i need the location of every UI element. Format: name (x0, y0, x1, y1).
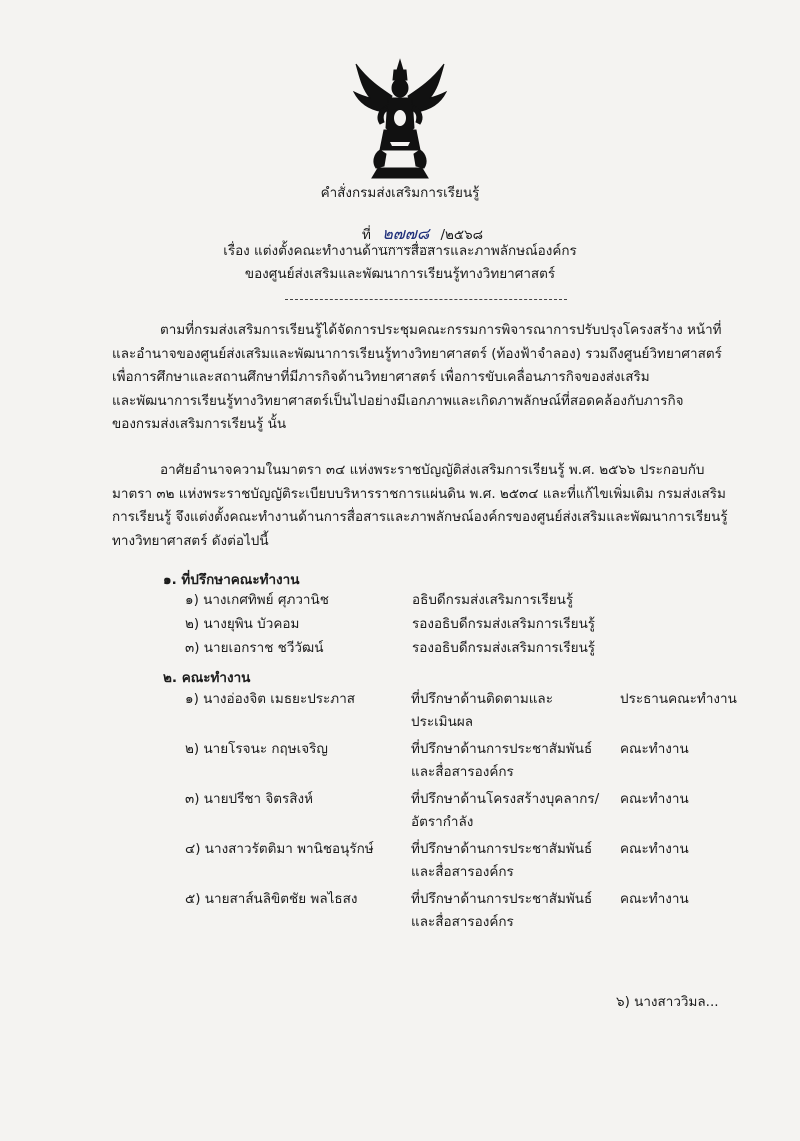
member-name: ๒) นายโรจนะ กฤษเจริญ (185, 741, 328, 757)
paragraph-line: มาตรา ๓๒ แห่งพระราชบัญญัติระเบียบบริหารราชการแผ่นดิน พ.ศ. ๒๕๓๔ และที่แก้ไขเพิ่มเติม กรมส่งเสริม (112, 485, 726, 502)
member-role: ประธานคณะทำงาน (620, 691, 737, 707)
member-position: อธิบดีกรมส่งเสริมการเรียนรู้ (412, 592, 574, 608)
paragraph-line: และอำนาจของศูนย์ส่งเสริมและพัฒนาการเรียนรู้ทางวิทยาศาสตร์ (ท้องฟ้าจำลอง) รวมถึงศูนย์วิทยาศาสตร์ (112, 345, 722, 362)
member-name: ๓) นายเอกราช ชวีวัฒน์ (185, 640, 324, 656)
member-role: คณะทำงาน (620, 891, 689, 907)
paragraph-line: ของกรมส่งเสริมการเรียนรู้ นั้น (112, 416, 287, 432)
member-position: ที่ปรึกษาด้านการประชาสัมพันธ์ และสื่อสารองค์กร (411, 891, 593, 930)
member-position: ที่ปรึกษาด้านการประชาสัมพันธ์ และสื่อสารองค์กร (411, 741, 593, 780)
member-name: ๑) นางอ่องจิต เมธยะประภาส (185, 691, 356, 707)
member-name: ๔) นางสาวรัตติมา พานิชอนุรักษ์ (185, 841, 374, 857)
subject-line-2: ของศูนย์ส่งเสริมและพัฒนาการเรียนรู้ทางวิทยาศาสตร์ (244, 266, 556, 282)
member-role: คณะทำงาน (620, 841, 689, 857)
preamble-paragraph-2 (112, 459, 748, 553)
member-position: ที่ปรึกษาด้านโครงสร้างบุคลากร/ อัตรากำลัง (411, 791, 600, 830)
order-year: /๒๕๖๘ (440, 227, 484, 243)
header-divider (285, 299, 567, 300)
member-name: ๒) นางยุพิน บัวคอม (185, 616, 300, 632)
preamble-paragraph-1 (112, 319, 748, 437)
section-1-title: ๑. ที่ปรึกษาคณะทำงาน (163, 572, 300, 588)
member-position: ที่ปรึกษาด้านติดตามและ ประเมินผล (411, 691, 553, 730)
order-prefix: ที่ (362, 227, 371, 243)
member-name: ๕) นายสาส์นลิขิตชัย พลไธสง (185, 891, 358, 907)
member-name: ๑) นางเกศทิพย์ ศุภวานิช (185, 592, 329, 608)
continuation-note: ๖) นางสาววิมล... (616, 994, 719, 1010)
paragraph-line: ทางวิทยาศาสตร์ ดังต่อไปนี้ (112, 532, 269, 549)
section-2-title: ๒. คณะทำงาน (163, 670, 251, 686)
paragraph-line: การเรียนรู้ จึงแต่งตั้งคณะทำงานด้านการสื่อสารและภาพลักษณ์องค์กรของศูนย์ส่งเสริมและพัฒนาการเรียนรู้ (112, 509, 728, 525)
member-role: คณะทำงาน (620, 741, 689, 757)
subject-line-1: เรื่อง แต่งตั้งคณะทำงานด้านการสื่อสารและภาพลักษณ์องค์กร (223, 243, 577, 259)
garuda-emblem-icon (350, 58, 450, 183)
paragraph-line: ตามที่กรมส่งเสริมการเรียนรู้ได้จัดการประชุมคณะกรรมการพิจารณาการปรับปรุงโครงสร้าง หน้าที่ (160, 322, 722, 338)
member-position: รองอธิบดีกรมส่งเสริมการเรียนรู้ (412, 616, 596, 632)
paragraph-line: อาศัยอำนาจความในมาตรา ๓๔ แห่งพระราชบัญญัติส่งเสริมการเรียนรู้ พ.ศ. ๒๕๖๖ ประกอบกับ (160, 462, 705, 478)
order-number: ๒๗๗๘ (378, 222, 433, 248)
member-name: ๓) นายปรีชา จิตรสิงห์ (185, 791, 314, 807)
member-role: คณะทำงาน (620, 791, 689, 807)
issuer-line: คำสั่งกรมส่งเสริมการเรียนรู้ (320, 185, 480, 201)
member-position: รองอธิบดีกรมส่งเสริมการเรียนรู้ (412, 640, 596, 656)
paragraph-line: เพื่อการศึกษาและสถานศึกษาที่มีภารกิจด้านวิทยาศาสตร์ เพื่อการขับเคลื่อนภารกิจของส่งเสริม (112, 369, 650, 385)
member-position: ที่ปรึกษาด้านการประชาสัมพันธ์ และสื่อสารองค์กร (411, 841, 593, 880)
paragraph-line: และพัฒนาการเรียนรู้ทางวิทยาศาสตร์เป็นไปอย่างมีเอกภาพและเกิดภาพลักษณ์ที่สอดคล้องกับภารกิจ (112, 392, 684, 409)
